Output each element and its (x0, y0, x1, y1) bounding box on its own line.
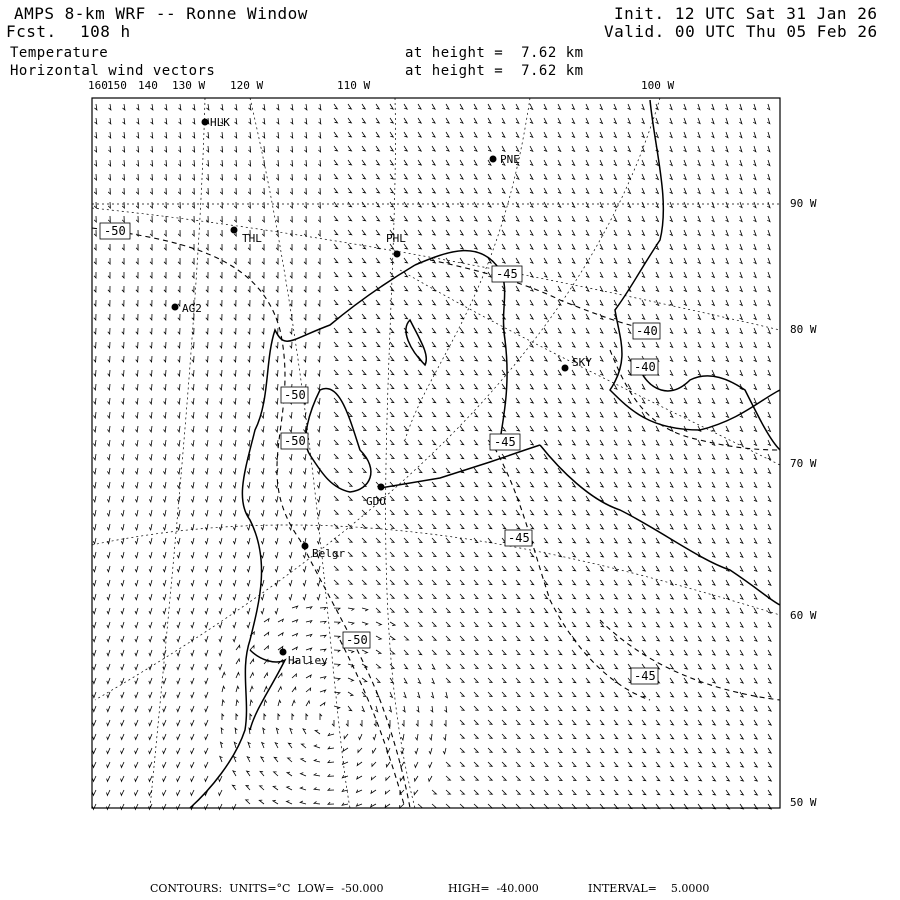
lon-label-110: 110 W (337, 79, 371, 92)
graticule (92, 98, 780, 808)
contour-label-group (100, 223, 660, 684)
contour-label-1: -50 (104, 224, 126, 238)
wind-vector-field (93, 104, 772, 809)
field-wind-vectors: Horizontal wind vectors (10, 63, 216, 79)
east-peninsula (610, 100, 780, 430)
lat-label-80: 80 W (790, 323, 817, 336)
contour-label-9: -45 (634, 669, 656, 683)
coast-west-land (190, 265, 415, 808)
footer-interval: INTERVAL= 5.0000 (588, 882, 710, 895)
forecast-label: Fcst. (6, 22, 57, 41)
lon-label-140: 140 (138, 79, 158, 92)
field-temperature: Temperature (10, 45, 109, 61)
contour-label-5: -45 (494, 435, 516, 449)
lon-line-b (150, 98, 205, 808)
korff-ice-rise (406, 320, 426, 365)
contour-minus-45-central (490, 440, 650, 700)
station-label-halley: Halley (288, 654, 328, 667)
lon-line-110 (386, 98, 415, 808)
station-label-gdo: GDO (366, 495, 386, 508)
contour-label-7: -40 (634, 360, 656, 374)
lon-label-130: 130 W (172, 79, 206, 92)
station-label-phl: PHL (386, 232, 406, 245)
station-label-thl: THL (242, 232, 262, 245)
ronne-ice-shelf-edge (380, 445, 540, 488)
station-dot-hlk (202, 119, 209, 126)
station-dot-thl (231, 227, 238, 234)
height-line-1: at height = 7.62 km (405, 45, 584, 61)
init-time: Init. 12 UTC Sat 31 Jan 26 (614, 4, 878, 23)
footer-contours: CONTOURS: UNITS=°C LOW= -50.000 (150, 882, 384, 895)
berkner-island (306, 388, 371, 492)
station-label-belgr: Belgr (312, 547, 346, 560)
footer-high: HIGH= -40.000 (448, 882, 539, 895)
island-chain (640, 370, 780, 450)
model-title: AMPS 8-km WRF -- Ronne Window (14, 4, 308, 23)
lon-label-160: 160 (88, 79, 108, 92)
lat-label-60: 60 W (790, 609, 817, 622)
station-label-sky: SKY (572, 356, 592, 369)
station-label-hlk: HLK (210, 116, 230, 129)
lat-label-50: 50 W (790, 796, 817, 809)
station-label-pne: PNE (500, 153, 520, 166)
lat-label-70: 70 W (790, 457, 817, 470)
station-label-ag2: AG2 (182, 302, 202, 315)
wind-vectors (93, 104, 772, 809)
lat-label-90: 90 W (790, 197, 817, 210)
contour-label-2: -45 (496, 267, 518, 281)
lon-label-150: 150 (107, 79, 127, 92)
forecast-hour: 108 h (80, 22, 131, 41)
contour-label-4: -50 (284, 434, 306, 448)
contour-label-10: -50 (346, 633, 368, 647)
valid-time: Valid. 00 UTC Thu 05 Feb 26 (604, 22, 878, 41)
station-dot-phl (394, 251, 401, 258)
map-frame (92, 98, 780, 808)
station-dot-halley (280, 649, 287, 656)
contour-label-3: -50 (284, 388, 306, 402)
contour-minus-50-south (340, 640, 405, 808)
station-dot-pne (490, 156, 497, 163)
station-dot-ag2 (172, 304, 179, 311)
station-dot-belgr (302, 543, 309, 550)
halley-coast (250, 650, 285, 730)
station-dot-sky (562, 365, 569, 372)
lon-label-100: 100 W (641, 79, 675, 92)
peninsula-coast (540, 445, 780, 605)
contour-label-6: -40 (636, 324, 658, 338)
height-line-2: at height = 7.62 km (405, 63, 584, 79)
contour-label-8: -45 (508, 531, 530, 545)
temperature-contours (92, 228, 780, 808)
station-dot-gdo (378, 484, 385, 491)
contour-minus-45-east (600, 620, 780, 700)
lon-label-120: 120 W (230, 79, 264, 92)
